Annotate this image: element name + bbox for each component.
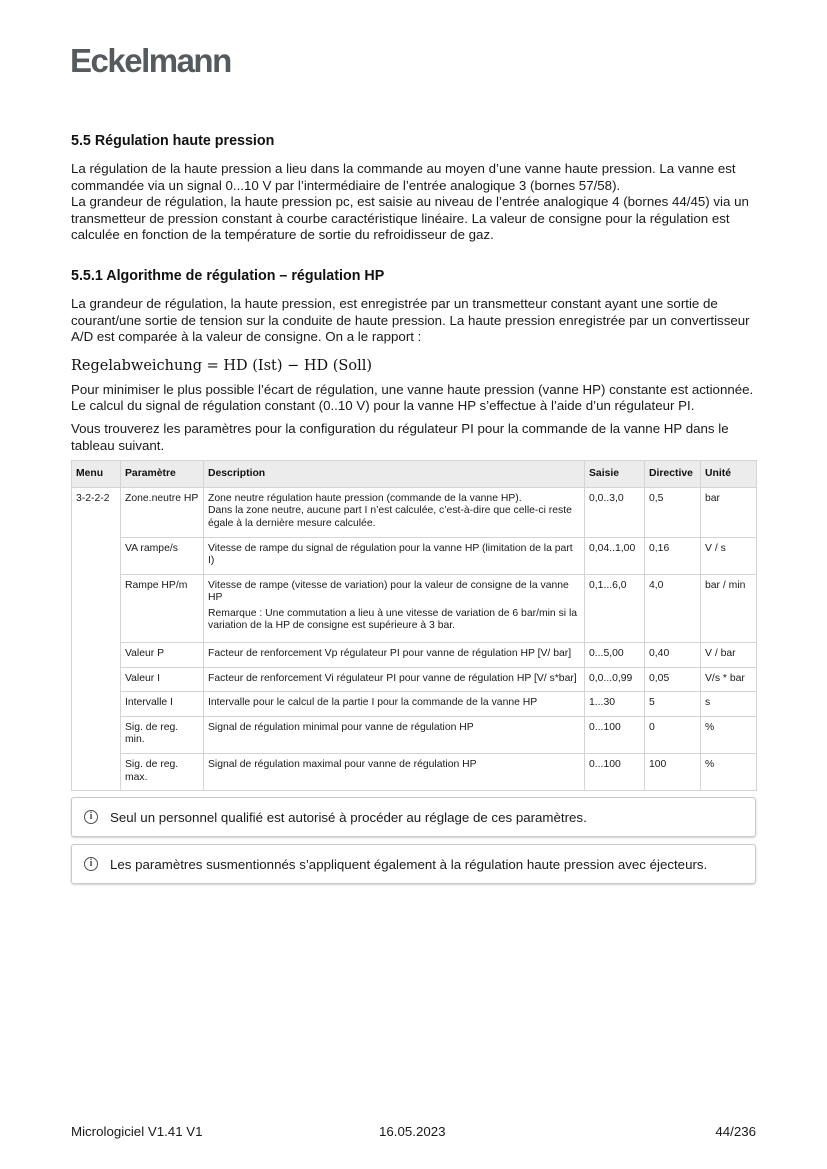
description-cell: Facteur de renforcement Vp régulateur PI pour vanne de régulation HP [V/ bar] — [204, 643, 585, 668]
formula: Regelabweichung = HD (Ist) − HD (Soll) — [71, 357, 373, 374]
saisie-cell: 0,0...0,99 — [585, 667, 645, 692]
menu-cell — [72, 692, 121, 717]
menu-cell — [72, 537, 121, 574]
column-header-parametre: Paramètre — [121, 461, 204, 488]
column-header-unite: Unité — [701, 461, 757, 488]
subsection-paragraph: Vous trouverez les paramètres pour la configuration du régulateur PI pour la commande de la vanne HP dans le tableau suivant. — [71, 420, 729, 453]
param-cell: Sig. de reg. max. — [121, 754, 204, 791]
table-row — [72, 692, 757, 717]
description-remark: Remarque : Une commutation a lieu à une vitesse de variation de 6 bar/min si la variation de la HP de consigne est supérieure à 3 bar. — [208, 607, 578, 632]
unite-cell: V / s — [701, 537, 757, 574]
info-icon: i — [84, 810, 98, 824]
column-header-menu: Menu — [72, 461, 121, 488]
directive-cell: 0,40 — [645, 643, 701, 668]
column-header-saisie: Saisie — [585, 461, 645, 488]
table-row — [72, 716, 757, 753]
directive-cell: 0,16 — [645, 537, 701, 574]
description-cell: Signal de régulation minimal pour vanne de régulation HP — [204, 716, 585, 753]
param-cell: Zone.neutre HP — [121, 487, 204, 537]
unite-cell: % — [701, 754, 757, 791]
subsection-title: 5.5.1 Algorithme de régulation – régulation HP — [71, 267, 385, 284]
table-row — [72, 667, 757, 692]
saisie-cell: 0...100 — [585, 716, 645, 753]
saisie-cell: 0...5,00 — [585, 643, 645, 668]
description-cell — [204, 574, 585, 642]
brand-logo: Eckelmann — [70, 42, 231, 79]
subsection-paragraph: Pour minimiser le plus possible l’écart de régulation, une vanne haute pression (vanne HP) constante est actionnée. Le calcul du signal de régulation constant (0..10 V) pour la vanne HP s’effectue à l’aide d’un régulateur PI. — [71, 381, 754, 414]
info-note-text: Les paramètres susmentionnés s’appliquent également à la régulation haute pression avec éjecteurs. — [110, 856, 708, 872]
unite-cell: % — [701, 716, 757, 753]
directive-cell: 0 — [645, 716, 701, 753]
subsection-paragraph: La grandeur de régulation, la haute pression, est enregistrée par un transmetteur constant ayant une sortie de courant/une sortie de tension sur la conduite de haute pression. La haute pression enregistrée par un convertisseur A/D est comparée à la valeur de consigne. On a le rapport : — [71, 295, 750, 345]
column-header-description: Description — [204, 461, 585, 488]
param-cell: Valeur I — [121, 667, 204, 692]
description-text: Zone neutre régulation haute pression (commande de la vanne HP). — [208, 492, 522, 504]
menu-cell: 3-2-2-2 — [72, 487, 121, 537]
table-row — [72, 754, 757, 791]
unite-cell: V / bar — [701, 643, 757, 668]
param-cell: VA rampe/s — [121, 537, 204, 574]
table-row — [72, 643, 757, 668]
unite-cell: bar / min — [701, 574, 757, 642]
param-cell: Intervalle I — [121, 692, 204, 717]
section-paragraph: La régulation de la haute pression a lieu dans la commande au moyen d’une vanne haute pression. La vanne est commandée via un signal 0...10 V par l’intermédiaire de l’entrée analogique 3 (bornes 57/58). — [71, 161, 736, 193]
param-cell: Valeur P — [121, 643, 204, 668]
description-cell: Facteur de renforcement Vi régulateur PI pour vanne de régulation HP [V/ s*bar] — [204, 667, 585, 692]
column-header-directive: Directive — [645, 461, 701, 488]
description-text: Vitesse de rampe (vitesse de variation) pour la valeur de consigne de la vanne HP — [208, 579, 569, 604]
directive-cell: 100 — [645, 754, 701, 791]
menu-cell — [72, 667, 121, 692]
description-text: Dans la zone neutre, aucune part I n’est calculée, c’est-à-dire que celle-ci reste égale à la dernière mesure calculée. — [208, 505, 572, 529]
menu-cell — [72, 754, 121, 791]
table-header-row — [72, 461, 757, 488]
unite-cell: V/s * bar — [701, 667, 757, 692]
menu-cell — [72, 574, 121, 642]
table-row — [72, 537, 757, 574]
saisie-cell: 0,04..1,00 — [585, 537, 645, 574]
saisie-cell: 0,1...6,0 — [585, 574, 645, 642]
page-content — [71, 133, 756, 884]
footer-firmware: Micrologiciel V1.41 V1 — [71, 1124, 203, 1139]
unite-cell: s — [701, 692, 757, 717]
description-cell: Vitesse de rampe du signal de régulation pour la vanne HP (limitation de la part I) — [204, 537, 585, 574]
footer-page-number: 44/236 — [715, 1124, 756, 1139]
info-note — [71, 844, 756, 884]
section-paragraph: La grandeur de régulation, la haute pression pc, est saisie au niveau de l’entrée analogique 4 (bornes 44/45) via un transmetteur de pression constant à courbe caractéristique linéaire. La valeur de consigne pour la régulation est calculée en fonction de la température de sortie du refroidisseur de gaz. — [71, 194, 749, 243]
param-cell: Sig. de reg. min. — [121, 716, 204, 753]
description-cell: Intervalle pour le calcul de la partie I pour la commande de la vanne HP — [204, 692, 585, 717]
section-title: 5.5 Régulation haute pression — [71, 133, 275, 149]
description-cell — [204, 487, 585, 537]
page-footer — [71, 1124, 756, 1139]
description-cell: Signal de régulation maximal pour vanne de régulation HP — [204, 754, 585, 791]
directive-cell: 0,5 — [645, 487, 701, 537]
directive-cell: 0,05 — [645, 667, 701, 692]
menu-cell — [72, 716, 121, 753]
saisie-cell: 0,0..3,0 — [585, 487, 645, 537]
param-cell: Rampe HP/m — [121, 574, 204, 642]
menu-cell — [72, 643, 121, 668]
directive-cell: 5 — [645, 692, 701, 717]
info-note — [71, 797, 756, 837]
info-icon: i — [84, 857, 98, 871]
footer-date: 16.05.2023 — [379, 1124, 446, 1139]
unite-cell: bar — [701, 487, 757, 537]
saisie-cell: 0...100 — [585, 754, 645, 791]
directive-cell: 4,0 — [645, 574, 701, 642]
saisie-cell: 1...30 — [585, 692, 645, 717]
parameter-table — [71, 460, 757, 791]
table-row — [72, 487, 757, 537]
info-note-text: Seul un personnel qualifié est autorisé à procéder au réglage de ces paramètres. — [110, 809, 587, 825]
table-row — [72, 574, 757, 642]
